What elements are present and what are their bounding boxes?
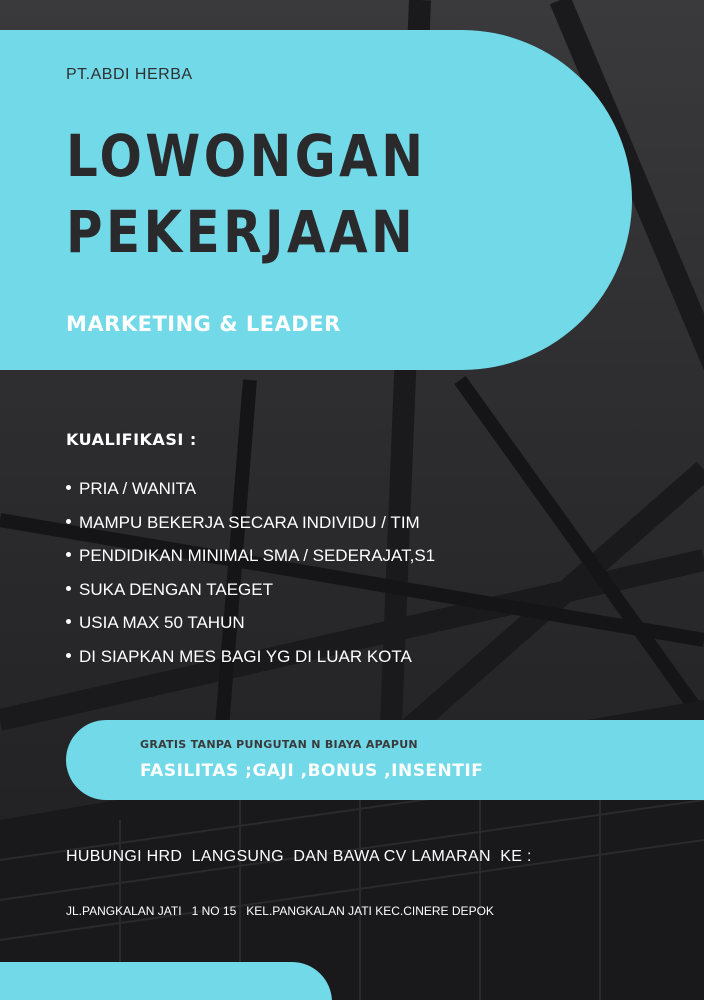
qualifications-list — [66, 478, 435, 679]
address-text: JL.PANGKALAN JATI 1 NO 15 KEL.PANGKALAN JATI KEC.CINERE DEPOK — [66, 904, 494, 918]
qualifications-heading: KUALIFIKASI : — [66, 430, 197, 449]
notice-banner — [66, 720, 704, 800]
bullet-icon — [66, 586, 71, 591]
footer-banner — [0, 962, 332, 1000]
title-line-1: LOWONGAN — [66, 122, 427, 190]
title-line-2: PEKERJAAN — [66, 198, 417, 266]
contact-instruction: HUBUNGI HRD LANGSUNG DAN BAWA CV LAMARAN KE : — [66, 848, 532, 865]
poster-title — [66, 118, 426, 270]
bullet-icon — [66, 653, 71, 658]
bullet-icon — [66, 519, 71, 524]
list-item: PENDIDIKAN MINIMAL SMA / SEDERAJAT,S1 — [66, 545, 435, 579]
bullet-icon — [66, 552, 71, 557]
bullet-icon — [66, 619, 71, 624]
list-item: DI SIAPKAN MES BAGI YG DI LUAR KOTA — [66, 646, 435, 680]
list-item: MAMPU BEKERJA SECARA INDIVIDU / TIM — [66, 512, 435, 546]
company-name: PT.ABDI HERBA — [66, 66, 193, 83]
free-notice: GRATIS TANPA PUNGUTAN N BIAYA APAPUN — [140, 738, 418, 751]
list-item: PRIA / WANITA — [66, 478, 435, 512]
bullet-icon — [66, 485, 71, 490]
list-item: USIA MAX 50 TAHUN — [66, 612, 435, 646]
position-subtitle: MARKETING & LEADER — [66, 312, 341, 336]
list-item: SUKA DENGAN TAEGET — [66, 579, 435, 613]
facilities-text: FASILITAS ;GAJI ,BONUS ,INSENTIF — [140, 761, 484, 781]
